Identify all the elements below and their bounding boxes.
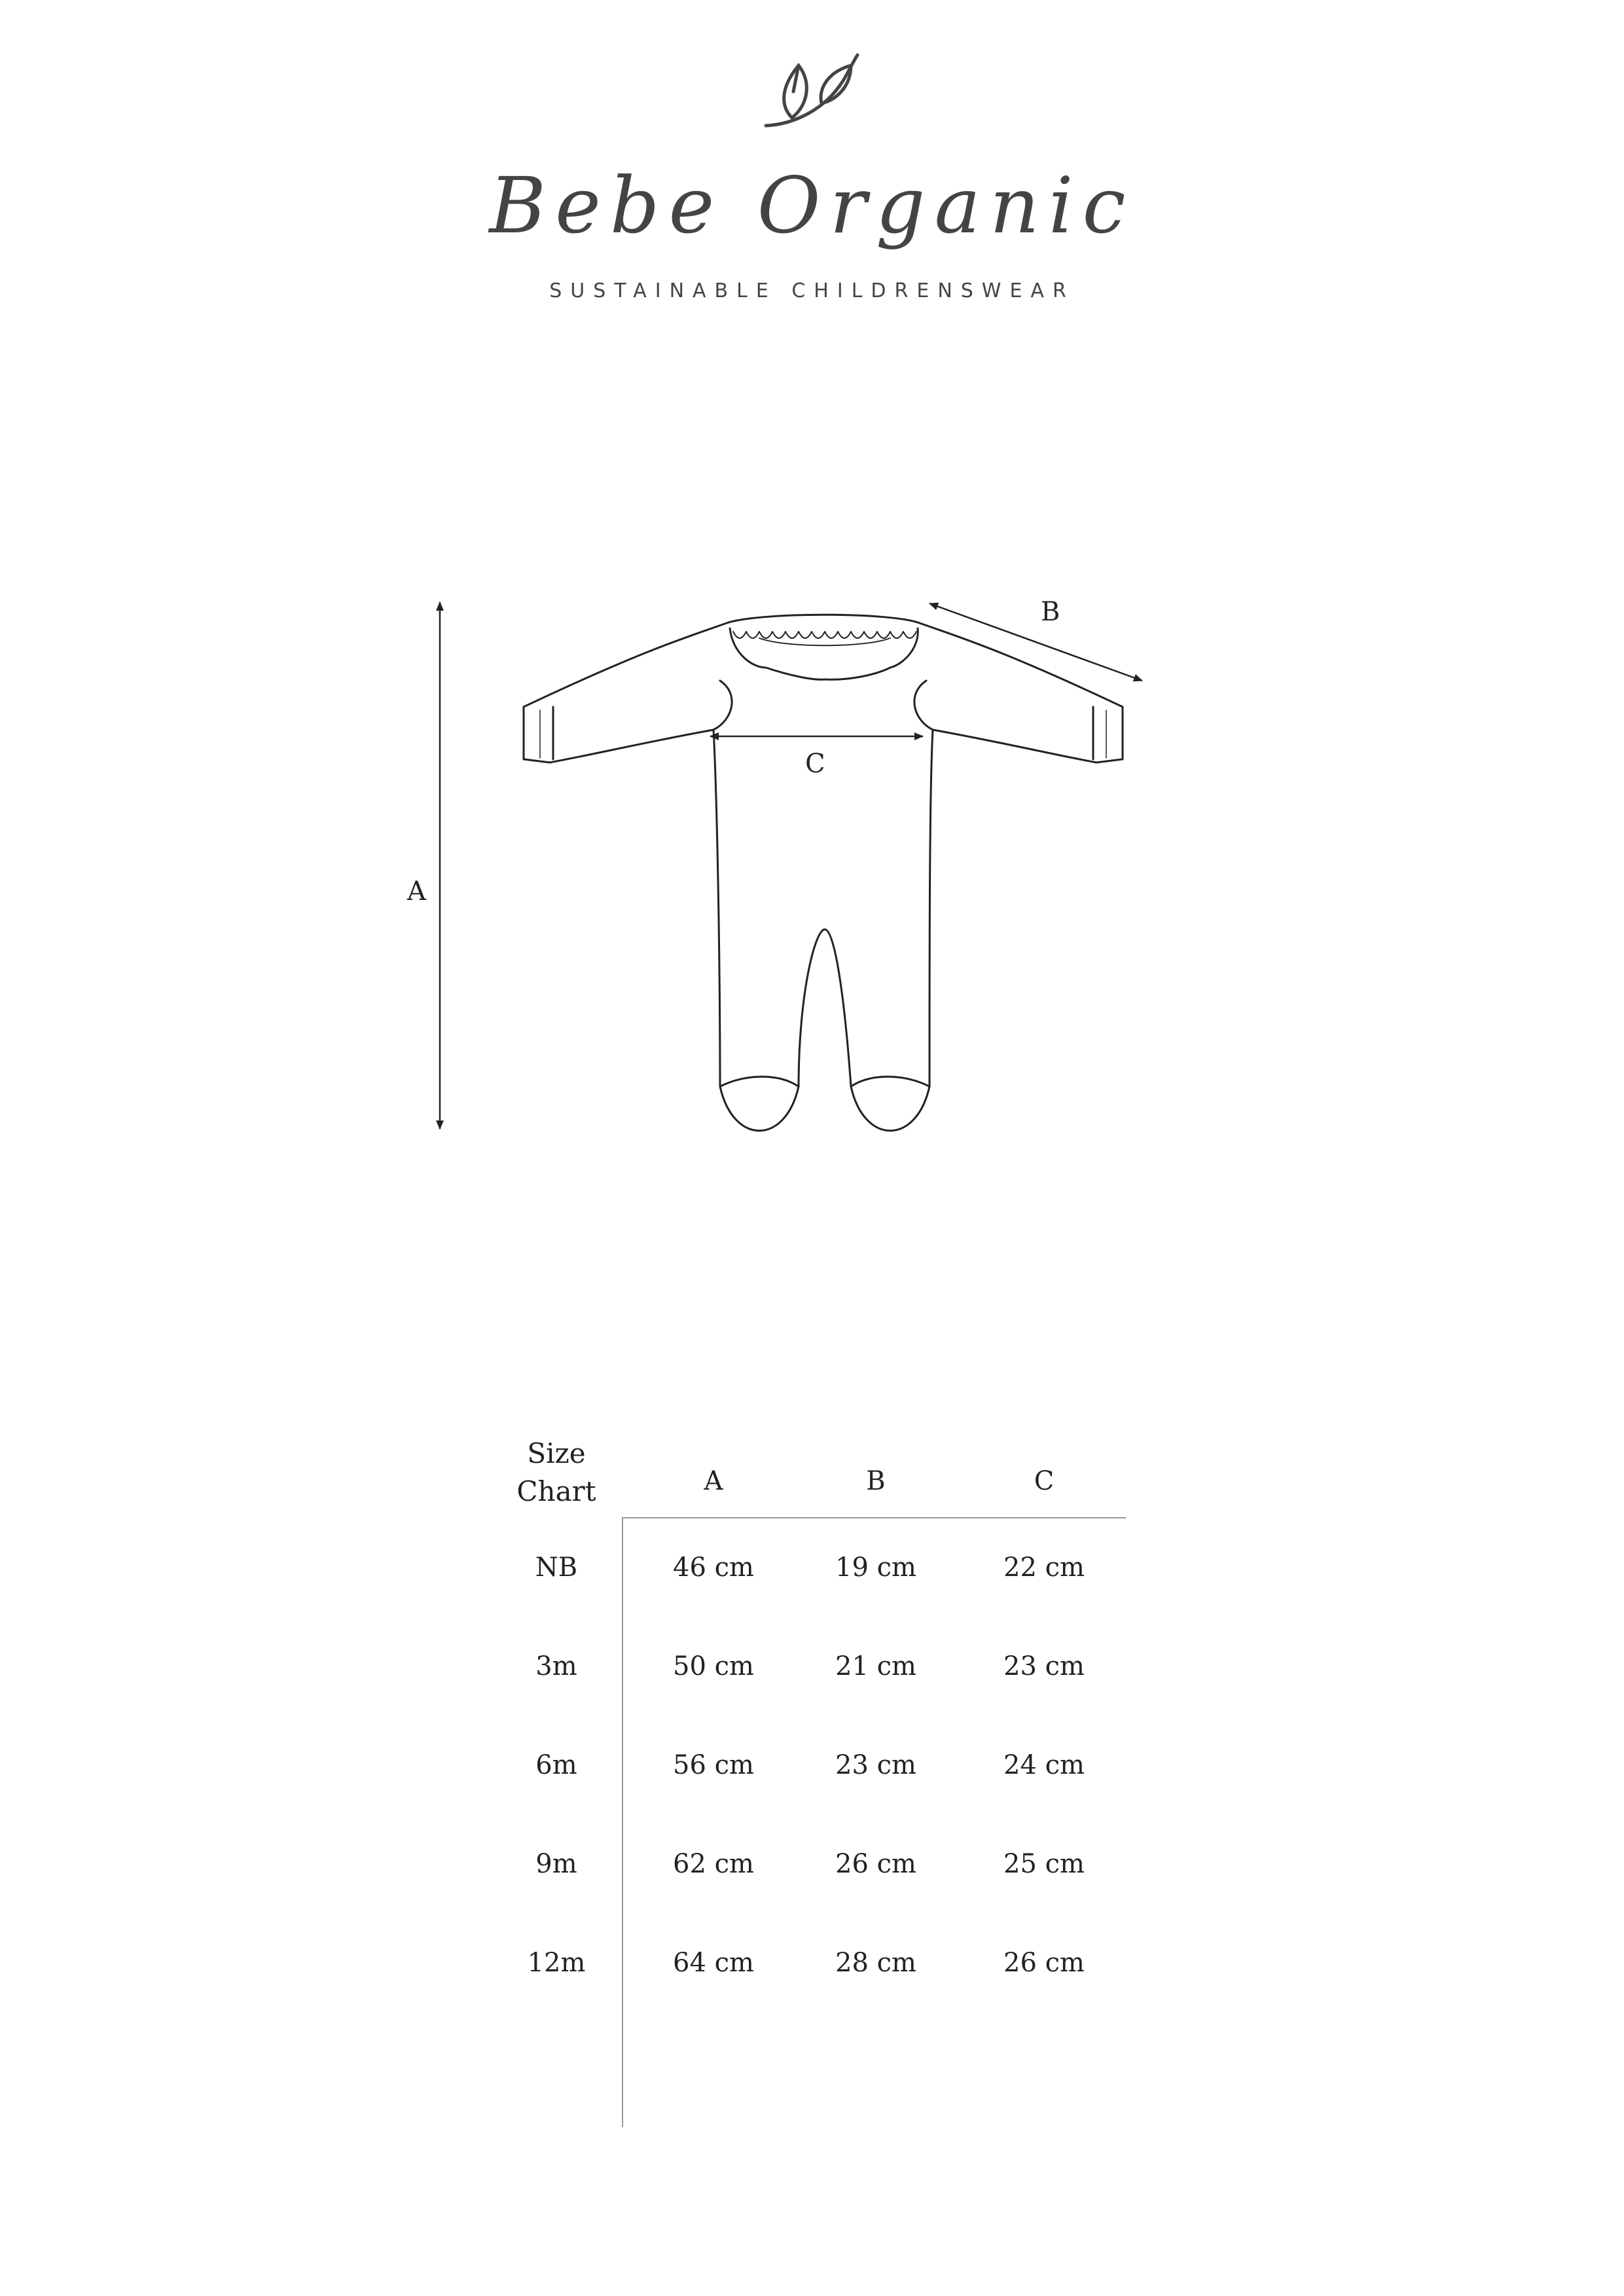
value-c: 25 cm (1003, 1849, 1085, 1879)
garment-diagram (367, 576, 1152, 1152)
size-chart-title: Size Chart (516, 1437, 596, 1507)
brand-tagline: SUSTAINABLE CHILDRENSWEAR (549, 279, 1075, 302)
value-b: 21 cm (835, 1651, 916, 1681)
size-label: 9m (535, 1849, 577, 1879)
value-b: 19 cm (835, 1552, 916, 1583)
value-c: 23 cm (1003, 1651, 1085, 1681)
dimension-a-label: A (407, 876, 426, 906)
size-label: 12m (527, 1948, 586, 1978)
dimension-b-arrow (929, 603, 1142, 681)
value-b: 26 cm (835, 1849, 916, 1879)
value-a: 64 cm (673, 1948, 754, 1978)
table-row (497, 1914, 1126, 2013)
value-a: 56 cm (673, 1750, 754, 1780)
size-label: NB (535, 1552, 578, 1583)
table-row (497, 1518, 1126, 1617)
value-a: 46 cm (673, 1552, 754, 1583)
table-row (497, 1716, 1126, 1815)
value-b: 23 cm (835, 1750, 916, 1780)
value-c: 22 cm (1003, 1552, 1085, 1583)
size-label: 6m (535, 1750, 577, 1780)
ruffle-collar (730, 628, 918, 679)
value-a: 50 cm (673, 1651, 754, 1681)
dimension-c-label: C (805, 749, 825, 779)
size-label: 3m (535, 1651, 577, 1681)
table-row (497, 1617, 1126, 1716)
column-header-a: A (704, 1466, 723, 1496)
value-c: 24 cm (1003, 1750, 1085, 1780)
size-chart-table (497, 1420, 1126, 2013)
size-chart-header (497, 1420, 1126, 1518)
romper-outline (524, 615, 1123, 1130)
leaf-sprig-icon (753, 52, 871, 131)
column-header-c: C (1034, 1466, 1055, 1496)
dimension-b-label: B (1041, 597, 1060, 627)
value-c: 26 cm (1003, 1948, 1085, 1978)
brand-name: Bebe Organic (489, 160, 1135, 251)
value-b: 28 cm (835, 1948, 916, 1978)
column-header-b: B (866, 1466, 886, 1496)
value-a: 62 cm (673, 1849, 754, 1879)
table-row (497, 1815, 1126, 1914)
